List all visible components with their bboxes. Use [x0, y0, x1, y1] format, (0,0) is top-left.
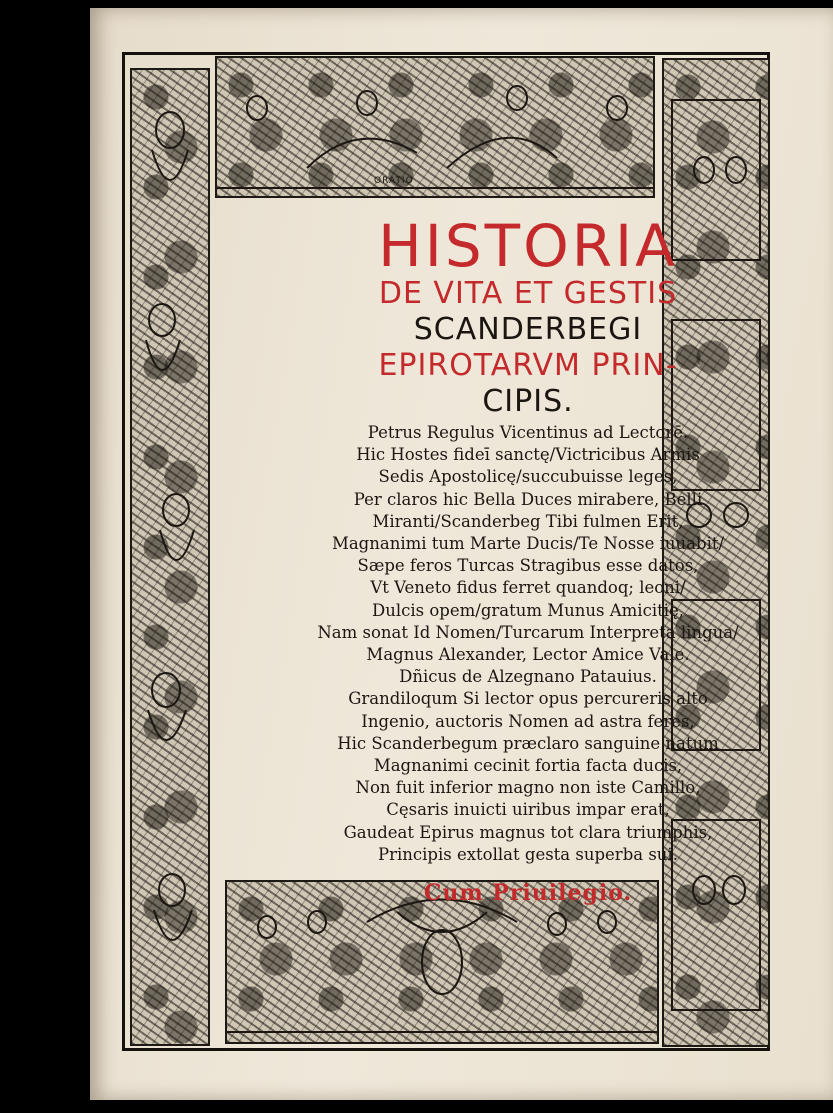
title-line-4: CIPIS. — [482, 384, 574, 419]
verse-line: Cęsaris inuicti uiribus impar erat, — [386, 800, 670, 820]
verse-line: Petrus Regulus Vicentinus ad Lectorē. — [367, 423, 689, 442]
verse-line: Hic Scanderbegum præclaro sanguine natum — [337, 733, 719, 753]
title-line-2: SCANDERBEGI — [413, 312, 643, 347]
verse-line: Non fuit inferior magno non iste Camillo, — [355, 778, 701, 798]
title-page — [90, 8, 833, 1100]
verse-line: Dulcis opem/gratum Munus Amicitię, — [371, 600, 685, 620]
verse-line: Sæpe feros Turcas Stragibus esse datos, — [357, 556, 699, 576]
privilegio: Cum Priuilegio. — [423, 880, 633, 907]
verse-block — [308, 422, 748, 866]
woodcut-left-border-icon — [130, 68, 210, 1046]
verse-line: Grandiloqum Si lector opus percureris alto — [348, 689, 708, 709]
title-main: HISTORIA — [378, 212, 678, 280]
verse-line: Nam sonat Id Nomen/Turcarum Interpreta lingua/ — [317, 622, 739, 642]
title-text-block — [308, 208, 748, 907]
verse-line: Miranti/Scanderbeg Tibi fulmen Erit, — [372, 511, 684, 531]
woodcut-left-figures-icon — [132, 70, 208, 1044]
verse-line: Magnanimi tum Marte Ducis/Te Nosse iuuabit/ — [331, 534, 725, 554]
verse-line: Sedis Apostolicę/succubuisse leges, — [378, 467, 678, 487]
title-line-1: DE VITA ET GESTIS — [378, 276, 678, 311]
title-line-3: EPIROTARVM PRIN- — [378, 348, 678, 383]
verse-line: Gaudeat Epirus magnus tot clara triumphis, — [343, 822, 713, 842]
verse-line: Magnus Alexander, Lector Amice Vale. — [366, 645, 690, 665]
verse-line: Dñicus de Alzegnano Patauius. — [399, 667, 657, 687]
woodcut-label: ORATIO — [374, 176, 414, 186]
verse-line: Magnanimi cecinit fortia facta ducis, — [373, 756, 683, 776]
woodcut-top-battle-icon — [215, 56, 655, 198]
verse-line: Principis extollat gesta superba sui. — [378, 844, 678, 864]
verse-line: Vt Veneto fidus ferret quandoq; leoni/ — [370, 578, 686, 598]
verse-line: Hic Hostes fideī sanctę/Victricibus Armis — [356, 445, 700, 465]
verse-line: Per claros hic Bella Duces mirabere, Belli — [353, 489, 703, 509]
verse-line: Ingenio, auctoris Nomen ad astra feres, — [361, 711, 695, 731]
woodcut-battle-scene-icon — [217, 58, 653, 196]
